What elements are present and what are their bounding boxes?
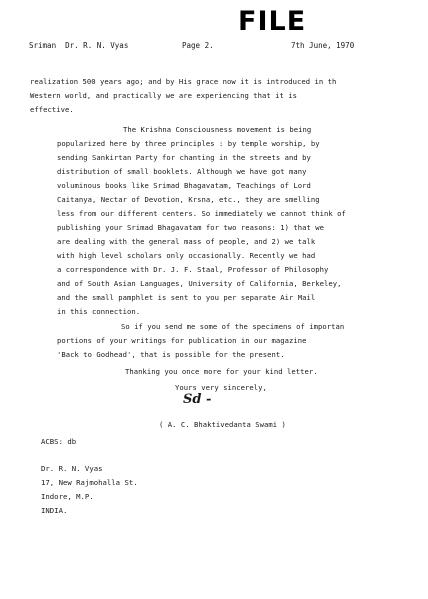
body-line: popularized here by three principles : by temple worship, by bbox=[57, 139, 320, 148]
body-line: a correspondence with Dr. J. F. Staal, Professor of Philosophy bbox=[57, 265, 329, 274]
body-line: Caitanya, Nectar of Devotion, Krsna, etc., they are smelling bbox=[57, 195, 320, 204]
closing-salutation: Yours very sincerely, bbox=[175, 383, 267, 392]
initials: ACBS: db bbox=[41, 437, 77, 446]
body-line: So if you send me some of the specimens of importan bbox=[121, 322, 345, 331]
body-line: and of South Asian Languages, University of California, Berkeley, bbox=[57, 279, 342, 288]
address-line: INDIA. bbox=[41, 506, 68, 515]
body-line: are dealing with the general mass of people, and 2) we talk bbox=[57, 237, 316, 246]
address-line: Indore, M.P. bbox=[41, 492, 94, 501]
body-line: distribution of small booklets. Although we have got many bbox=[57, 167, 307, 176]
file-stamp: FILE bbox=[238, 6, 307, 37]
body-line: realization 500 years ago; and by His grace now it is introduced in th bbox=[30, 77, 337, 86]
body-line: and the small pamphlet is sent to you per separate Air Mail bbox=[57, 293, 316, 302]
body-line: sending Sankirtan Party for chanting in the streets and by bbox=[57, 153, 311, 162]
body-line: 'Back to Godhead', that is possible for the present. bbox=[57, 350, 285, 359]
body-line: less from our different centers. So immediately we cannot think of bbox=[57, 209, 346, 218]
body-line: voluminous books like Srimad Bhagavatam, Teachings of Lord bbox=[57, 181, 311, 190]
body-line: in this connection. bbox=[57, 307, 141, 316]
handwritten-signature: Sd - bbox=[183, 392, 212, 407]
recipient-header: Sriman Dr. R. N. Vyas bbox=[29, 41, 129, 50]
body-line: publishing your Srimad Bhagavatam for two reasons: 1) that we bbox=[57, 223, 325, 232]
closing-thanks: Thanking you once more for your kind letter. bbox=[125, 367, 318, 376]
body-line: The Krishna Consciousness movement is being bbox=[123, 125, 312, 134]
body-line: Western world, and practically we are experiencing that it is bbox=[30, 91, 298, 100]
letter-date: 7th June, 1970 bbox=[291, 41, 355, 50]
body-line: with high level scholars only occasionally. Recently we had bbox=[57, 251, 316, 260]
page-number: Page 2. bbox=[182, 41, 214, 50]
body-line: portions of your writings for publication in our magazine bbox=[57, 336, 307, 345]
address-line: Dr. R. N. Vyas bbox=[41, 464, 103, 473]
signer-name: ( A. C. Bhaktivedanta Swami ) bbox=[159, 420, 286, 429]
address-line: 17, New Rajmohalla St. bbox=[41, 478, 138, 487]
body-line: effective. bbox=[30, 105, 74, 114]
